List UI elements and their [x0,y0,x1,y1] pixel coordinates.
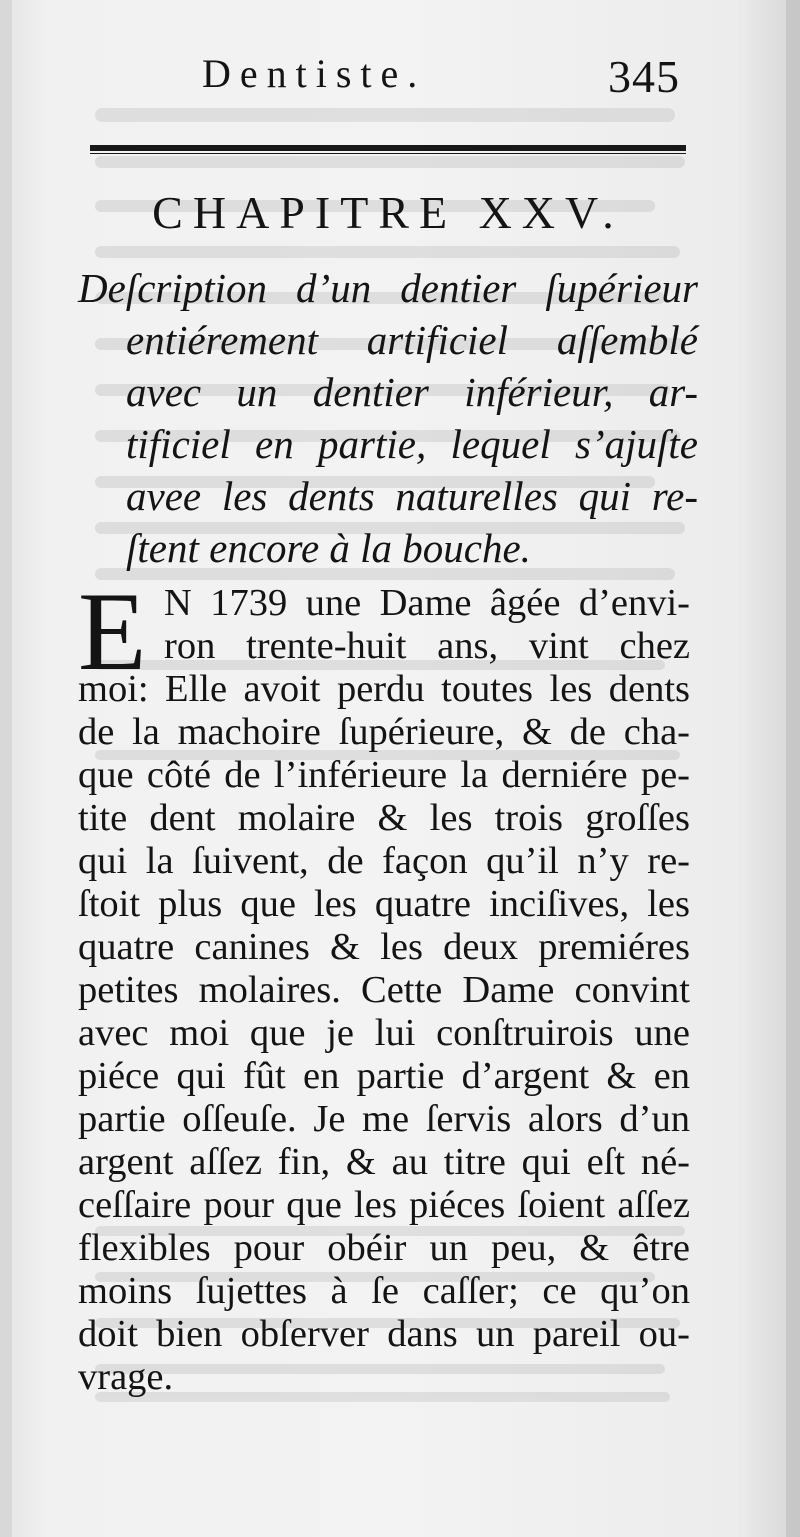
text-line: moins ſujettes à ſe caſſer; ce qu’on [78,1270,690,1312]
chapter-title [78,262,698,574]
running-header [90,48,686,108]
chapter-title-line: ſtent encore à la bouche. [126,525,531,571]
chapter-title-line: entiérement artificiel aſſemblé [126,317,698,363]
chapter-heading: CHAPITRE XXV. [152,187,624,238]
text-line: ceſſaire pour que les piéces ſoient aſſez [78,1184,690,1226]
text-line: piéce qui fût en partie d’argent & en [78,1055,690,1097]
chapter-title-line: tificiel en partie, lequel s’ajuſte [126,421,698,467]
text-line: tite dent molaire & les trois groſſes [78,797,690,839]
text-line: flexibles pour obéir un peu, & être [78,1227,690,1269]
text-line: quatre canines & les deux premiéres [78,926,690,968]
body-paragraph [78,570,690,1399]
text-line: N 1739 une Dame âgée d’envi- [164,582,690,624]
text-line: avec moi que je lui conſtruirois une [78,1012,690,1054]
chapter-title-line: avee les dents naturelles qui re- [126,473,698,519]
text-line: petites molaires. Cette Dame convint [78,969,690,1011]
drop-cap: E [78,570,147,694]
text-line: vrage. [78,1356,174,1398]
text-line: ſtoit plus que les quatre inciſives, les [78,883,690,925]
text-line: partie oſſeuſe. Je me ſervis alors d’un [78,1098,690,1140]
chapter-title-line: Deſcription d’un dentier ſupérieur [78,265,698,311]
text-line: moi: Elle avoit perdu toutes les dents [78,668,690,710]
text-line: de la machoire ſupérieure, & de cha- [78,711,690,753]
text-line: qui la ſuivent, de façon qu’il n’y re- [78,840,690,882]
running-title: Dentiste. [202,51,427,96]
chapter-title-line: avec un dentier inférieur, ar- [126,369,698,415]
text-line: ron trente-huit ans, vint chez [164,625,690,667]
page-number: 345 [608,51,680,102]
text-line: doit bien obſerver dans un pareil ou- [78,1313,690,1355]
text-line: que côté de l’inférieure la derniére pe- [78,754,690,796]
text-line: argent aſſez fin, & au titre qui eſt né- [78,1141,690,1183]
header-rule [90,145,686,154]
